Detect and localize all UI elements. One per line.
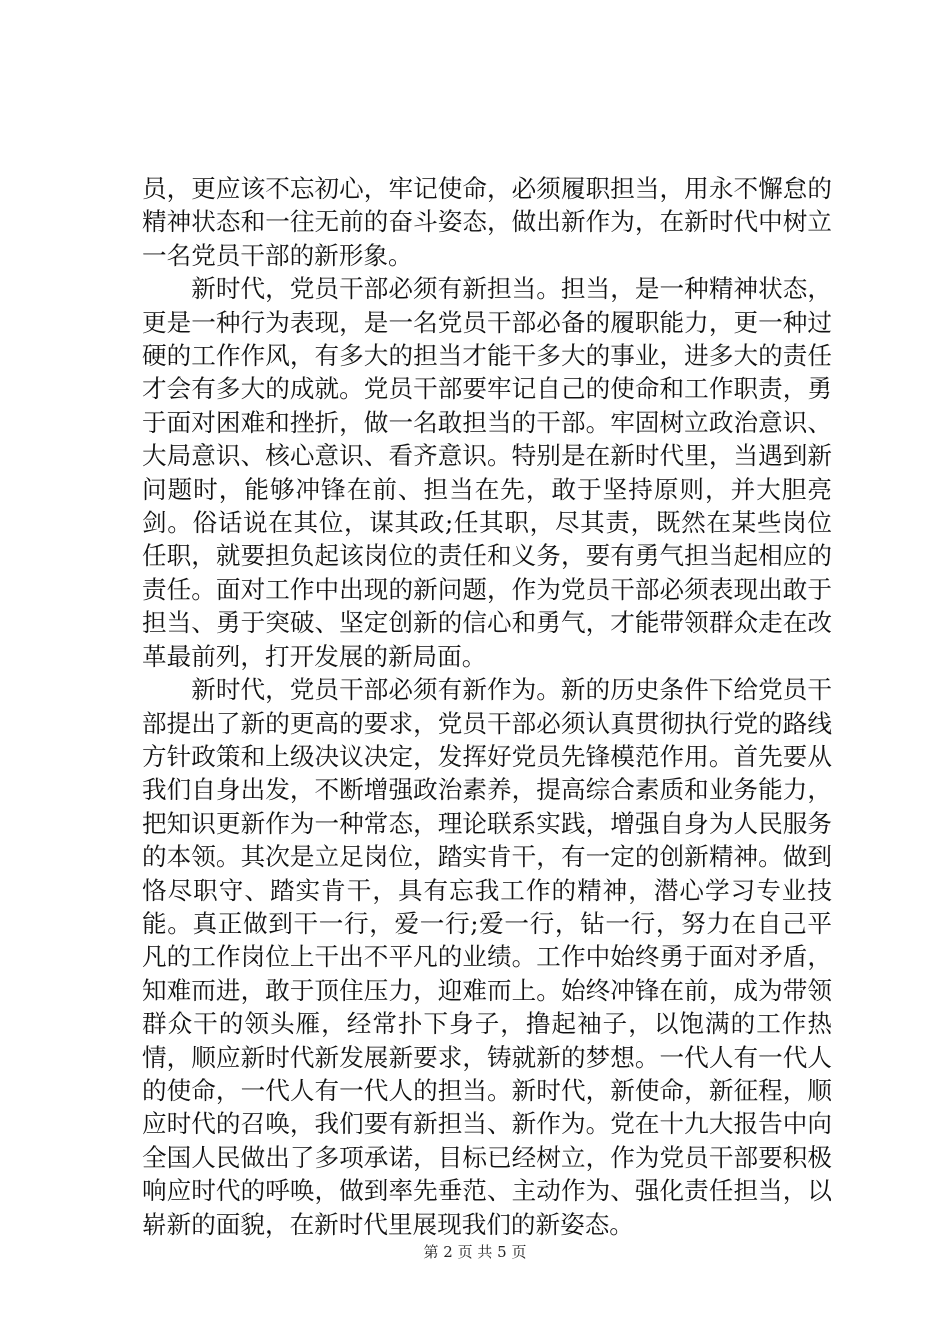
paragraph-continuation: 员，更应该不忘初心，牢记使命，必须履职担当，用永不懈怠的精神状态和一往无前的奋斗姿态，做出新作为，在新时代中树立一名党员干部的新形象。 (142, 174, 832, 270)
page-number-footer: 第 2 页 共 5 页 (423, 1243, 527, 1261)
paragraph-new-responsibility: 新时代，党员干部必须有新担当。担当，是一种精神状态，更是一种行为表现，是一名党员干部必备的履职能力，更一种过硬的工作作风，有多大的担当才能干多大的事业，进多大的责任才会有多大的成就。党员干部要牢记自己的使命和工作职责，勇于面对困难和挫折，做一名敢担当的干部。牢固树立政治意识、大局意识、核心意识、看齐意识。特别是在新时代里，当遇到新问题时，能够冲锋在前、担当在先，敢于坚持原则，并大胆亮剑。俗话说在其位，谋其政;任其职，尽其责，既然在某些岗位任职，就要担负起该岗位的责任和义务，要有勇气担当起相应的责任。面对工作中出现的新问题，作为党员干部必须表现出敢于担当、勇于突破、坚定创新的信心和勇气，才能带领群众走在改革最前列，打开发展的新局面。 (142, 274, 832, 671)
paragraph-new-action: 新时代，党员干部必须有新作为。新的历史条件下给党员干部提出了新的更高的要求，党员干部必须认真贯彻执行党的路线方针政策和上级决议决定，发挥好党员先锋模范作用。首先要从我们自身出发，不断增强政治素养，提高综合素质和业务能力，把知识更新作为一种常态，理论联系实践，增强自身为人民服务的本领。其次是立足岗位，踏实肯干，有一定的创新精神。做到恪尽职守、踏实肯干，具有忘我工作的精神，潜心学习专业技能。真正做到干一行，爱一行;爱一行，钻一行，努力在自己平凡的工作岗位上干出不平凡的业绩。工作中始终勇于面对矛盾，知难而进，敢于顶住压力，迎难而上。始终冲锋在前，成为带领群众干的领头雁，经常扑下身子，撸起袖子，以饱满的工作热情，顺应新时代新发展新要求，铸就新的梦想。一代人有一代人的使命，一代人有一代人的担当。新时代，新使命，新征程，顺应时代的召唤，我们要有新担当、新作为。党在十九大报告中向全国人民做出了多项承诺，目标已经树立，作为党员干部要积极响应时代的呼唤，做到率先垂范、主动作为、强化责任担当，以崭新的面貌，在新时代里展现我们的新姿态。 (142, 675, 832, 1239)
document-body (142, 172, 832, 1241)
